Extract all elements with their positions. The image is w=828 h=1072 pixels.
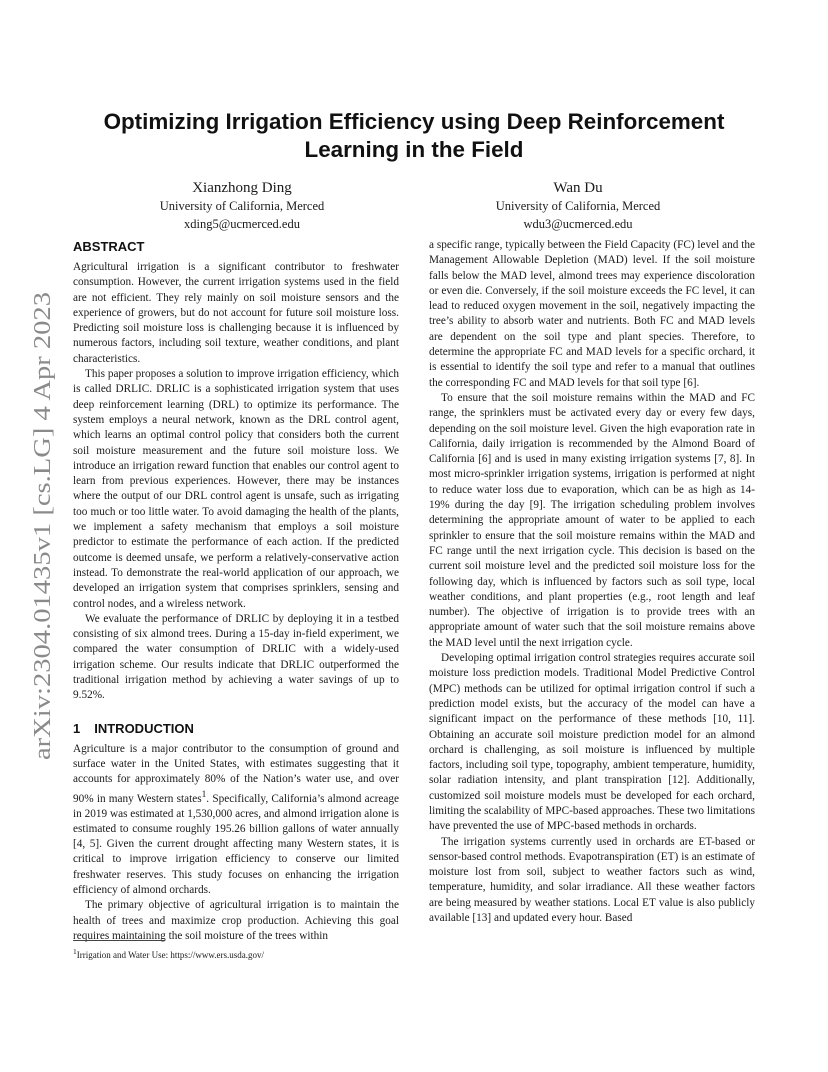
left-column bbox=[73, 238, 399, 944]
introduction-text: . Specifically, California’s almond acreage in 2019 was estimated at 1,530,000 acres, and almond irrigation alone is estimated to consume roughly 195.26 billion gallons of water annually [4, 5]. Given the current drought affecting many Western states, it is critical to improve irrigation efficiency to conserve our limited freshwater reserves. This study focuses on enhancing the irrigation efficiency of almond orchards. bbox=[73, 792, 399, 897]
footnote-text: Irrigation and Water Use: https://www.ers.usda.gov/ bbox=[76, 950, 264, 960]
footnote bbox=[73, 946, 264, 961]
abstract-heading: ABSTRACT bbox=[73, 239, 145, 254]
author-affiliation: University of California, Merced bbox=[159, 199, 325, 213]
introduction-heading bbox=[73, 720, 399, 738]
introduction-paragraph: a specific range, typically between the Field Capacity (FC) level and the Management Allowable Depletion (MAD) level. If the soil moisture falls below the MAD level, almond trees may experience discoloration or even die. Conversely, if the soil moisture exceeds the FC level, it can lead to reduced oxygen movement in the soil, negatively impacting the tree’s ability to absorb water and nutrients. Both FC and MAD levels are dependent on the soil type and plant species. Therefore, to determine the appropriate FC and MAD levels for a specific orchard, it is essential to identify the soil type and refer to a manual that outlines the corresponding FC and MAD levels for that soil type [6]. bbox=[429, 239, 755, 389]
arxiv-identifier-svg bbox=[20, 290, 60, 760]
arxiv-identifier-text: arXiv:2304.01435v1 [cs.LG] 4 Apr 2023 bbox=[29, 358, 56, 760]
footnote-divider bbox=[73, 940, 165, 941]
author-block-1 bbox=[92, 178, 392, 233]
introduction-paragraph: To ensure that the soil moisture remains within the MAD and FC range, the sprinklers must be activated every day or every few days, depending on the soil moisture level. Given the high evaporation rate in California, daily irrigation is recommended by the Almond Board of California [6] and is used in many existing irrigation systems [7, 8]. In most micro-sprinkler irrigation systems, irrigation is performed at night to reduce water loss due to evaporation, which can be as high as 14-19% during the day [9]. The irrigation scheduling problem involves determining the appropriate amount of water to be applied to each sprinkler to ensure that the soil moisture remains within the MAD and FC range until the next irrigation cycle. This decision is based on the current soil moisture level and the predicted soil moisture loss for the following day, which is influenced by factors such as soil type, local weather conditions, and plant properties (e.g., root length and leaf number). The objective of irrigation is to provide trees with an appropriate amount of water such that the soil moisture remains above the MAD level until the next irrigation cycle. bbox=[429, 391, 755, 649]
introduction-paragraph: Developing optimal irrigation control strategies requires accurate soil moisture loss prediction models. Traditional Model Predictive Control (MPC) methods can be utilized for optimal irrigation control if such a prediction model exists, but the accuracy of the model can have a significant impact on the performance of these methods [10, 11]. Obtaining an accurate soil moisture prediction model for an almond orchard is challenging, as soil moisture is influenced by multiple factors, including soil type, topography, ambient temperature, humidity, solar radiation intensity, and plant transpiration [12]. Additionally, customized soil moisture models must be developed for each orchard, limiting the scalability of MPC-based approaches. These two limitations have prevented the use of MPC-based methods in orchards. bbox=[429, 652, 755, 833]
paper-title: Optimizing Irrigation Efficiency using Deep Reinforcement Learning in the Field bbox=[103, 109, 725, 162]
footnote-marker: 1 bbox=[201, 789, 207, 800]
author-name: Wan Du bbox=[553, 180, 603, 196]
abstract-paragraph: Agricultural irrigation is a significant contributor to freshwater consumption. However, the current irrigation systems used in the field are not efficient. They rely mainly on soil moisture sensors and the experience of growers, but do not account for future soil moisture loss. Predicting soil moisture loss is challenging because it is influenced by numerous factors, including soil texture, weather conditions, and plant characteristics. bbox=[73, 261, 399, 365]
section-title: INTRODUCTION bbox=[94, 720, 194, 736]
author-email: wdu3@ucmerced.edu bbox=[523, 216, 633, 231]
introduction-paragraph: The primary objective of agricultural irrigation is to maintain the health of trees and maximize crop production. Achieving this goal requires maintaining the soil moisture of the trees within bbox=[73, 899, 399, 942]
introduction-text: Agriculture is a major contributor to the consumption of ground and surface water in the United States, with estimates suggesting that it accounts for approximately 80% of the Nation’s water use, and over 90% in many Western states bbox=[73, 742, 399, 805]
introduction-paragraph: The irrigation systems currently used in orchards are ET-based or sensor-based control methods. Evapotranspiration (ET) is an estimate of moisture lost from soil, subject to weather factors such as wind, temperature, humidity, and solar irradiance. All these weather factors are being measured by weather stations. Local ET value is also publicly available [13] and updated every hour. Based bbox=[429, 835, 755, 925]
introduction-paragraph bbox=[73, 742, 399, 899]
author-name: Xianzhong Ding bbox=[192, 180, 292, 196]
author-affiliation: University of California, Merced bbox=[495, 199, 661, 213]
abstract-paragraph: We evaluate the performance of DRLIC by deploying it in a testbed consisting of six almond trees. During a 15-day in-field experiment, we compared the water consumption of DRLIC with a widely-used irrigation scheme. Our results indicate that DRLIC outperformed the traditional irrigation method by achieving a water savings of up to 9.52%. bbox=[73, 612, 399, 702]
abstract-paragraph: This paper proposes a solution to improve irrigation efficiency, which is called DRLIC. DRLIC is a sophisticated irrigation system that uses deep reinforcement learning (DRL) to optimize its performance. The system employs a neural network, known as the DRL control agent, which learns an optimal control policy that considers both the current soil moisture measurement and the future soil moisture loss. We introduce an irrigation reward function that enables our control agent to learn from previous experiences. However, there may be instances where the output of our DRL control agent is unsafe, such as irrigating too much or too little water. To avoid damaging the health of the plants, we implement a safety mechanism that employs a soil moisture predictor to estimate the performance of each action. If the predicted outcome is deemed unsafe, we perform a relatively-conservative action instead. To demonstrate the real-world application of our approach, we developed an irrigation system that comprises sprinklers, sensing and control nodes, and a wireless network. bbox=[73, 368, 399, 610]
arxiv-identifier-stamp bbox=[20, 290, 60, 760]
right-column bbox=[429, 238, 755, 926]
author-block-2 bbox=[428, 178, 728, 233]
section-number: 1 bbox=[73, 720, 81, 736]
author-email: xding5@ucmerced.edu bbox=[184, 216, 300, 231]
footnote-mark: 1 bbox=[73, 947, 77, 956]
